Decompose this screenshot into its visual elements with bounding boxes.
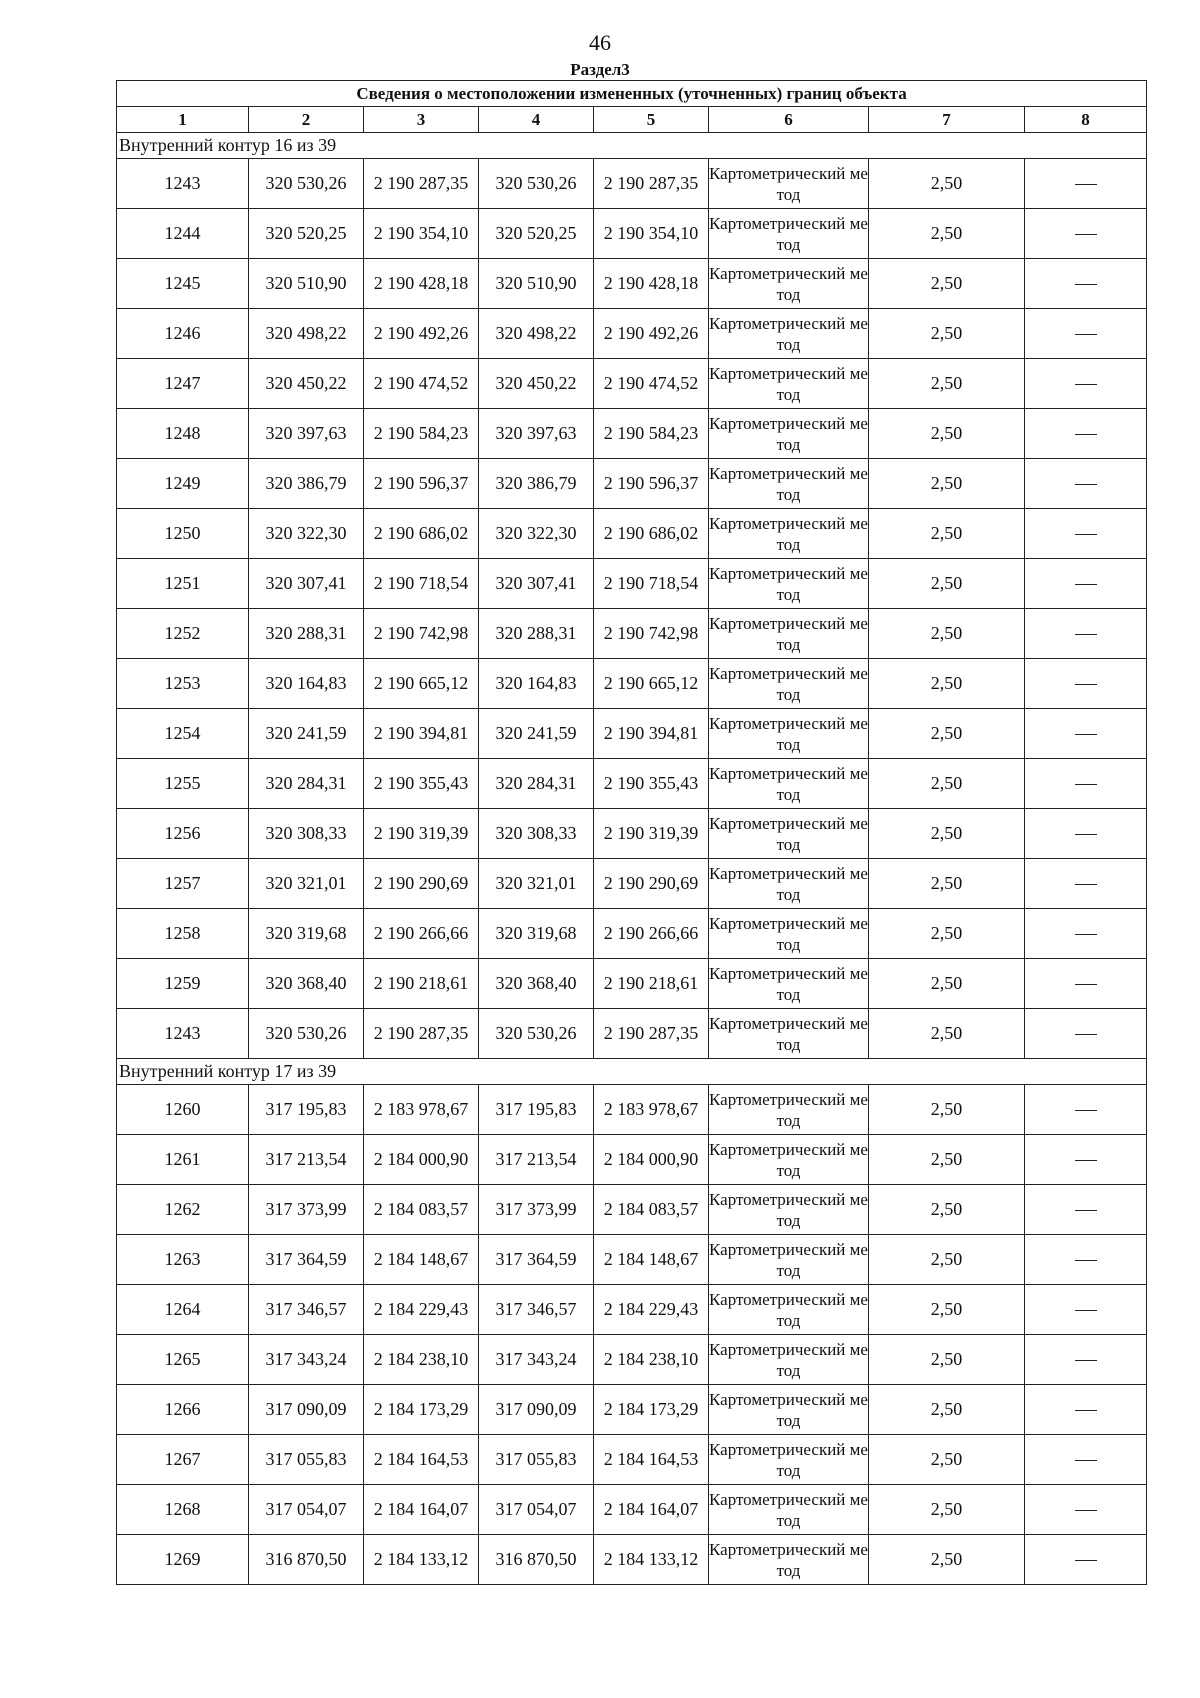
y-existing-cell: 2 190 686,02 (364, 509, 479, 559)
point-number-cell: 1248 (117, 409, 249, 459)
page-number: 46 (589, 30, 611, 55)
dash-mark (1075, 884, 1097, 885)
x-refined-cell: 320 368,40 (479, 959, 594, 1009)
method-cell: Картометрический метод (709, 759, 869, 809)
y-refined-cell: 2 184 229,43 (594, 1285, 709, 1335)
table-row (117, 1335, 1147, 1385)
x-refined-cell: 320 510,90 (479, 259, 594, 309)
y-refined-cell: 2 190 596,37 (594, 459, 709, 509)
method-cell: Картометрический метод (709, 959, 869, 1009)
method-cell: Картометрический метод (709, 1485, 869, 1535)
point-number-cell: 1257 (117, 859, 249, 909)
x-existing-cell: 317 195,83 (249, 1085, 364, 1135)
x-existing-cell: 317 054,07 (249, 1485, 364, 1535)
y-refined-cell: 2 190 718,54 (594, 559, 709, 609)
table-row (117, 1435, 1147, 1485)
note-cell (1025, 1185, 1147, 1235)
x-existing-cell: 320 520,25 (249, 209, 364, 259)
y-existing-cell: 2 190 287,35 (364, 159, 479, 209)
x-existing-cell: 320 386,79 (249, 459, 364, 509)
x-existing-cell: 320 307,41 (249, 559, 364, 609)
x-refined-cell: 320 241,59 (479, 709, 594, 759)
dash-mark (1075, 934, 1097, 935)
note-cell (1025, 859, 1147, 909)
point-number-cell: 1267 (117, 1435, 249, 1485)
x-existing-cell: 320 241,59 (249, 709, 364, 759)
y-existing-cell: 2 190 474,52 (364, 359, 479, 409)
method-cell: Картометрический метод (709, 459, 869, 509)
coordinates-table (116, 80, 1147, 1585)
table-row (117, 759, 1147, 809)
method-cell: Картометрический метод (709, 1085, 869, 1135)
method-cell: Картометрический метод (709, 1235, 869, 1285)
method-cell: Картометрический метод (709, 409, 869, 459)
y-refined-cell: 2 190 319,39 (594, 809, 709, 859)
point-number-cell: 1261 (117, 1135, 249, 1185)
y-refined-cell: 2 190 665,12 (594, 659, 709, 709)
note-cell (1025, 509, 1147, 559)
method-cell: Картометрический метод (709, 659, 869, 709)
y-refined-cell: 2 190 686,02 (594, 509, 709, 559)
point-number-cell: 1246 (117, 309, 249, 359)
table-row (117, 159, 1147, 209)
y-existing-cell: 2 190 665,12 (364, 659, 479, 709)
y-refined-cell: 2 184 238,10 (594, 1335, 709, 1385)
y-refined-cell: 2 190 290,69 (594, 859, 709, 909)
table-row (117, 1009, 1147, 1059)
accuracy-cell: 2,50 (869, 659, 1025, 709)
x-refined-cell: 320 386,79 (479, 459, 594, 509)
accuracy-cell: 2,50 (869, 1185, 1025, 1235)
table-row (117, 1535, 1147, 1585)
method-cell: Картометрический метод (709, 1009, 869, 1059)
y-existing-cell: 2 183 978,67 (364, 1085, 479, 1135)
method-cell: Картометрический метод (709, 209, 869, 259)
column-number-1: 1 (117, 107, 249, 133)
y-existing-cell: 2 190 354,10 (364, 209, 479, 259)
dash-mark (1075, 1410, 1097, 1411)
point-number-cell: 1251 (117, 559, 249, 609)
y-existing-cell: 2 190 428,18 (364, 259, 479, 309)
accuracy-cell: 2,50 (869, 1535, 1025, 1585)
table-row (117, 1185, 1147, 1235)
note-cell (1025, 759, 1147, 809)
y-existing-cell: 2 190 319,39 (364, 809, 479, 859)
y-refined-cell: 2 184 133,12 (594, 1535, 709, 1585)
x-existing-cell: 320 321,01 (249, 859, 364, 909)
accuracy-cell: 2,50 (869, 809, 1025, 859)
note-cell (1025, 209, 1147, 259)
y-refined-cell: 2 190 287,35 (594, 1009, 709, 1059)
dash-mark (1075, 984, 1097, 985)
y-refined-cell: 2 184 164,07 (594, 1485, 709, 1535)
y-existing-cell: 2 184 173,29 (364, 1385, 479, 1435)
column-number-6: 6 (709, 107, 869, 133)
table-row (117, 359, 1147, 409)
x-existing-cell: 320 530,26 (249, 1009, 364, 1059)
table-row (117, 659, 1147, 709)
method-cell: Картометрический метод (709, 1135, 869, 1185)
accuracy-cell: 2,50 (869, 959, 1025, 1009)
method-cell: Картометрический метод (709, 159, 869, 209)
dash-mark (1075, 234, 1097, 235)
table-row (117, 1285, 1147, 1335)
y-refined-cell: 2 190 355,43 (594, 759, 709, 809)
x-existing-cell: 320 319,68 (249, 909, 364, 959)
note-cell (1025, 409, 1147, 459)
accuracy-cell: 2,50 (869, 709, 1025, 759)
table-row (117, 1385, 1147, 1435)
note-cell (1025, 809, 1147, 859)
column-number-row (117, 107, 1147, 133)
y-existing-cell: 2 190 742,98 (364, 609, 479, 659)
y-existing-cell: 2 184 083,57 (364, 1185, 479, 1235)
x-refined-cell: 320 288,31 (479, 609, 594, 659)
accuracy-cell: 2,50 (869, 1485, 1025, 1535)
x-refined-cell: 320 520,25 (479, 209, 594, 259)
x-refined-cell: 320 530,26 (479, 159, 594, 209)
table-row (117, 1485, 1147, 1535)
point-number-cell: 1263 (117, 1235, 249, 1285)
point-number-cell: 1243 (117, 159, 249, 209)
table-row (117, 409, 1147, 459)
y-refined-cell: 2 190 287,35 (594, 159, 709, 209)
dash-mark (1075, 184, 1097, 185)
note-cell (1025, 1335, 1147, 1385)
table-row (117, 909, 1147, 959)
point-number-cell: 1250 (117, 509, 249, 559)
x-existing-cell: 317 055,83 (249, 1435, 364, 1485)
point-number-cell: 1254 (117, 709, 249, 759)
note-cell (1025, 659, 1147, 709)
y-existing-cell: 2 190 290,69 (364, 859, 479, 909)
accuracy-cell: 2,50 (869, 259, 1025, 309)
y-refined-cell: 2 184 083,57 (594, 1185, 709, 1235)
accuracy-cell: 2,50 (869, 309, 1025, 359)
y-refined-cell: 2 190 474,52 (594, 359, 709, 409)
note-cell (1025, 359, 1147, 409)
point-number-cell: 1266 (117, 1385, 249, 1435)
column-number-5: 5 (594, 107, 709, 133)
accuracy-cell: 2,50 (869, 1385, 1025, 1435)
table-body (117, 133, 1147, 1585)
point-number-cell: 1259 (117, 959, 249, 1009)
x-refined-cell: 317 373,99 (479, 1185, 594, 1235)
contour-label: Внутренний контур 16 из 39 (117, 133, 1147, 159)
x-refined-cell: 320 498,22 (479, 309, 594, 359)
x-existing-cell: 320 164,83 (249, 659, 364, 709)
y-refined-cell: 2 184 000,90 (594, 1135, 709, 1185)
y-refined-cell: 2 190 266,66 (594, 909, 709, 959)
contour-header-row (117, 133, 1147, 159)
point-number-cell: 1245 (117, 259, 249, 309)
point-number-cell: 1253 (117, 659, 249, 709)
dash-mark (1075, 484, 1097, 485)
dash-mark (1075, 734, 1097, 735)
method-cell: Картометрический метод (709, 309, 869, 359)
x-refined-cell: 317 195,83 (479, 1085, 594, 1135)
dash-mark (1075, 1210, 1097, 1211)
method-cell: Картометрический метод (709, 1435, 869, 1485)
table-row (117, 859, 1147, 909)
y-existing-cell: 2 184 148,67 (364, 1235, 479, 1285)
x-existing-cell: 320 308,33 (249, 809, 364, 859)
method-cell: Картометрический метод (709, 909, 869, 959)
y-refined-cell: 2 184 173,29 (594, 1385, 709, 1435)
accuracy-cell: 2,50 (869, 459, 1025, 509)
x-refined-cell: 320 308,33 (479, 809, 594, 859)
x-existing-cell: 320 368,40 (249, 959, 364, 1009)
x-existing-cell: 317 373,99 (249, 1185, 364, 1235)
method-cell: Картометрический метод (709, 1335, 869, 1385)
point-number-cell: 1256 (117, 809, 249, 859)
x-refined-cell: 320 284,31 (479, 759, 594, 809)
dash-mark (1075, 434, 1097, 435)
accuracy-cell: 2,50 (869, 509, 1025, 559)
table-row (117, 209, 1147, 259)
x-refined-cell: 320 322,30 (479, 509, 594, 559)
y-refined-cell: 2 190 394,81 (594, 709, 709, 759)
table-row (117, 509, 1147, 559)
x-refined-cell: 320 397,63 (479, 409, 594, 459)
point-number-cell: 1268 (117, 1485, 249, 1535)
table-row (117, 809, 1147, 859)
y-existing-cell: 2 190 266,66 (364, 909, 479, 959)
method-cell: Картометрический метод (709, 509, 869, 559)
column-number-7: 7 (869, 107, 1025, 133)
method-cell: Картометрический метод (709, 1285, 869, 1335)
column-number-8: 8 (1025, 107, 1147, 133)
y-refined-cell: 2 190 218,61 (594, 959, 709, 1009)
point-number-cell: 1255 (117, 759, 249, 809)
method-cell: Картометрический метод (709, 559, 869, 609)
dash-mark (1075, 584, 1097, 585)
point-number-cell: 1265 (117, 1335, 249, 1385)
y-refined-cell: 2 190 584,23 (594, 409, 709, 459)
column-number-2: 2 (249, 107, 364, 133)
point-number-cell: 1244 (117, 209, 249, 259)
method-cell: Картометрический метод (709, 259, 869, 309)
x-existing-cell: 317 346,57 (249, 1285, 364, 1335)
point-number-cell: 1243 (117, 1009, 249, 1059)
y-existing-cell: 2 184 164,53 (364, 1435, 479, 1485)
x-existing-cell: 317 213,54 (249, 1135, 364, 1185)
note-cell (1025, 1435, 1147, 1485)
table-row (117, 309, 1147, 359)
method-cell: Картометрический метод (709, 609, 869, 659)
x-existing-cell: 317 364,59 (249, 1235, 364, 1285)
dash-mark (1075, 284, 1097, 285)
y-existing-cell: 2 184 133,12 (364, 1535, 479, 1585)
table-row (117, 459, 1147, 509)
x-refined-cell: 320 450,22 (479, 359, 594, 409)
note-cell (1025, 459, 1147, 509)
dash-mark (1075, 1360, 1097, 1361)
note-cell (1025, 959, 1147, 1009)
y-refined-cell: 2 190 492,26 (594, 309, 709, 359)
x-refined-cell: 317 213,54 (479, 1135, 594, 1185)
y-existing-cell: 2 190 218,61 (364, 959, 479, 1009)
x-existing-cell: 320 510,90 (249, 259, 364, 309)
dash-mark (1075, 1260, 1097, 1261)
x-existing-cell: 320 498,22 (249, 309, 364, 359)
method-cell: Картометрический метод (709, 859, 869, 909)
note-cell (1025, 559, 1147, 609)
dash-mark (1075, 1160, 1097, 1161)
table-row (117, 959, 1147, 1009)
x-existing-cell: 317 090,09 (249, 1385, 364, 1435)
x-existing-cell: 320 288,31 (249, 609, 364, 659)
accuracy-cell: 2,50 (869, 159, 1025, 209)
note-cell (1025, 709, 1147, 759)
accuracy-cell: 2,50 (869, 909, 1025, 959)
point-number-cell: 1264 (117, 1285, 249, 1335)
accuracy-cell: 2,50 (869, 609, 1025, 659)
note-cell (1025, 1385, 1147, 1435)
section-label: Раздел3 (570, 60, 630, 79)
method-cell: Картометрический метод (709, 1385, 869, 1435)
point-number-cell: 1260 (117, 1085, 249, 1135)
y-existing-cell: 2 190 492,26 (364, 309, 479, 359)
x-refined-cell: 317 343,24 (479, 1335, 594, 1385)
note-cell (1025, 1009, 1147, 1059)
table-row (117, 1135, 1147, 1185)
point-number-cell: 1252 (117, 609, 249, 659)
table-title: Сведения о местоположении измененных (уточненных) границ объекта (117, 81, 1147, 107)
accuracy-cell: 2,50 (869, 1085, 1025, 1135)
method-cell: Картометрический метод (709, 1185, 869, 1235)
x-refined-cell: 317 346,57 (479, 1285, 594, 1335)
x-refined-cell: 317 054,07 (479, 1485, 594, 1535)
column-number-4: 4 (479, 107, 594, 133)
y-refined-cell: 2 184 164,53 (594, 1435, 709, 1485)
point-number-cell: 1269 (117, 1535, 249, 1585)
dash-mark (1075, 384, 1097, 385)
note-cell (1025, 1135, 1147, 1185)
y-refined-cell: 2 183 978,67 (594, 1085, 709, 1135)
note-cell (1025, 309, 1147, 359)
x-existing-cell: 317 343,24 (249, 1335, 364, 1385)
table-row (117, 609, 1147, 659)
x-existing-cell: 320 284,31 (249, 759, 364, 809)
x-existing-cell: 320 397,63 (249, 409, 364, 459)
table-row (117, 259, 1147, 309)
accuracy-cell: 2,50 (869, 1335, 1025, 1385)
note-cell (1025, 259, 1147, 309)
dash-mark (1075, 1034, 1097, 1035)
x-refined-cell: 317 090,09 (479, 1385, 594, 1435)
y-existing-cell: 2 184 238,10 (364, 1335, 479, 1385)
method-cell: Картометрический метод (709, 809, 869, 859)
dash-mark (1075, 634, 1097, 635)
dash-mark (1075, 334, 1097, 335)
accuracy-cell: 2,50 (869, 559, 1025, 609)
y-existing-cell: 2 184 000,90 (364, 1135, 479, 1185)
x-existing-cell: 320 450,22 (249, 359, 364, 409)
x-refined-cell: 317 055,83 (479, 1435, 594, 1485)
note-cell (1025, 1085, 1147, 1135)
accuracy-cell: 2,50 (869, 1135, 1025, 1185)
y-existing-cell: 2 190 287,35 (364, 1009, 479, 1059)
x-refined-cell: 320 530,26 (479, 1009, 594, 1059)
accuracy-cell: 2,50 (869, 409, 1025, 459)
point-number-cell: 1249 (117, 459, 249, 509)
accuracy-cell: 2,50 (869, 1009, 1025, 1059)
dash-mark (1075, 1460, 1097, 1461)
y-refined-cell: 2 184 148,67 (594, 1235, 709, 1285)
y-existing-cell: 2 184 164,07 (364, 1485, 479, 1535)
dash-mark (1075, 534, 1097, 535)
accuracy-cell: 2,50 (869, 359, 1025, 409)
table-row (117, 709, 1147, 759)
note-cell (1025, 609, 1147, 659)
method-cell: Картометрический метод (709, 1535, 869, 1585)
y-refined-cell: 2 190 742,98 (594, 609, 709, 659)
accuracy-cell: 2,50 (869, 759, 1025, 809)
contour-header-row (117, 1059, 1147, 1085)
table-row (117, 1235, 1147, 1285)
note-cell (1025, 1235, 1147, 1285)
y-existing-cell: 2 190 394,81 (364, 709, 479, 759)
note-cell (1025, 1485, 1147, 1535)
point-number-cell: 1258 (117, 909, 249, 959)
y-existing-cell: 2 190 355,43 (364, 759, 479, 809)
y-existing-cell: 2 190 596,37 (364, 459, 479, 509)
x-refined-cell: 320 321,01 (479, 859, 594, 909)
y-existing-cell: 2 184 229,43 (364, 1285, 479, 1335)
dash-mark (1075, 834, 1097, 835)
accuracy-cell: 2,50 (869, 859, 1025, 909)
note-cell (1025, 1285, 1147, 1335)
dash-mark (1075, 1560, 1097, 1561)
x-refined-cell: 320 307,41 (479, 559, 594, 609)
x-existing-cell: 320 530,26 (249, 159, 364, 209)
y-refined-cell: 2 190 428,18 (594, 259, 709, 309)
x-refined-cell: 316 870,50 (479, 1535, 594, 1585)
accuracy-cell: 2,50 (869, 1235, 1025, 1285)
contour-label: Внутренний контур 17 из 39 (117, 1059, 1147, 1085)
note-cell (1025, 909, 1147, 959)
method-cell: Картометрический метод (709, 359, 869, 409)
point-number-cell: 1262 (117, 1185, 249, 1235)
column-number-3: 3 (364, 107, 479, 133)
note-cell (1025, 159, 1147, 209)
method-cell: Картометрический метод (709, 709, 869, 759)
dash-mark (1075, 684, 1097, 685)
x-refined-cell: 320 319,68 (479, 909, 594, 959)
x-refined-cell: 320 164,83 (479, 659, 594, 709)
y-existing-cell: 2 190 718,54 (364, 559, 479, 609)
dash-mark (1075, 1310, 1097, 1311)
dash-mark (1075, 1510, 1097, 1511)
accuracy-cell: 2,50 (869, 1435, 1025, 1485)
table-row (117, 559, 1147, 609)
accuracy-cell: 2,50 (869, 209, 1025, 259)
dash-mark (1075, 784, 1097, 785)
note-cell (1025, 1535, 1147, 1585)
y-refined-cell: 2 190 354,10 (594, 209, 709, 259)
dash-mark (1075, 1110, 1097, 1111)
x-existing-cell: 320 322,30 (249, 509, 364, 559)
accuracy-cell: 2,50 (869, 1285, 1025, 1335)
x-existing-cell: 316 870,50 (249, 1535, 364, 1585)
table-row (117, 1085, 1147, 1135)
y-existing-cell: 2 190 584,23 (364, 409, 479, 459)
x-refined-cell: 317 364,59 (479, 1235, 594, 1285)
point-number-cell: 1247 (117, 359, 249, 409)
